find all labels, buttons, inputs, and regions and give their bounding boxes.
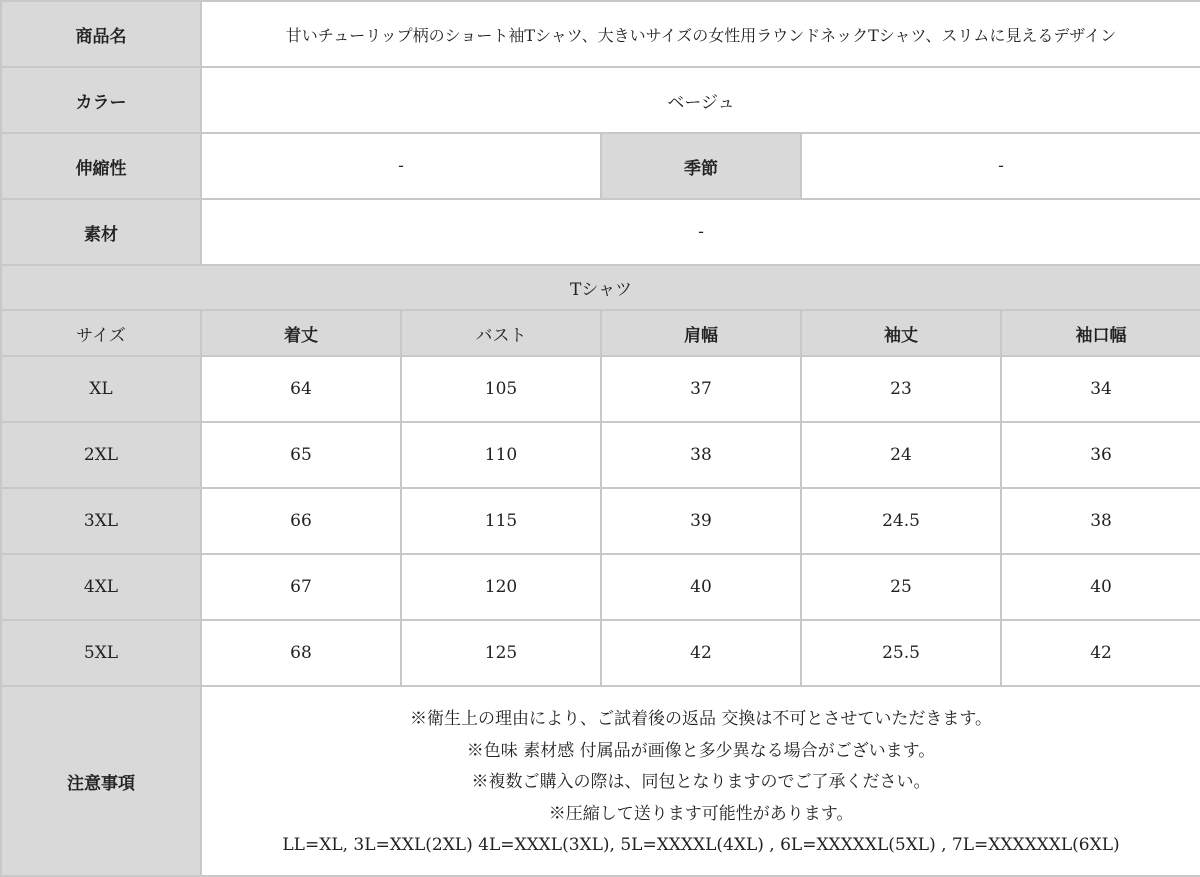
bust-cell: 105 [401, 356, 601, 422]
stretch-value: - [201, 133, 601, 199]
sleeve-length-cell: 24 [801, 422, 1001, 488]
table-row [1, 554, 1200, 620]
cuff-width-cell: 40 [1001, 554, 1200, 620]
size-cell: XL [1, 356, 201, 422]
notes-label: 注意事項 [1, 686, 201, 876]
sleeve-length-cell: 24.5 [801, 488, 1001, 554]
bust-cell: 115 [401, 488, 601, 554]
size-header-length: 着丈 [201, 310, 401, 356]
bust-cell: 110 [401, 422, 601, 488]
sleeve-length-cell: 25.5 [801, 620, 1001, 686]
size-header-bust: バスト [401, 310, 601, 356]
shoulder-cell: 37 [601, 356, 801, 422]
product-name-label: 商品名 [1, 1, 201, 67]
bust-cell: 120 [401, 554, 601, 620]
season-label: 季節 [601, 133, 801, 199]
table-row [1, 422, 1200, 488]
size-header-cuff-width: 袖口幅 [1001, 310, 1200, 356]
season-value: - [801, 133, 1200, 199]
notes-content [201, 686, 1200, 876]
note-line: ※複数ご購入の際は、同包となりますのでご了承ください。 [471, 772, 931, 793]
bust-cell: 125 [401, 620, 601, 686]
size-header-sleeve-length: 袖丈 [801, 310, 1001, 356]
size-conversion-note: LL=XL, 3L=XXL(2XL) 4L=XXXL(3XL), 5L=XXXXL(4XL) , 6L=XXXXXL(5XL) , 7L=XXXXXXL(6XL) [282, 835, 1120, 856]
size-header-shoulder: 肩幅 [601, 310, 801, 356]
length-cell: 66 [201, 488, 401, 554]
cuff-width-cell: 34 [1001, 356, 1200, 422]
shoulder-cell: 42 [601, 620, 801, 686]
color-label: カラー [1, 67, 201, 133]
shoulder-cell: 39 [601, 488, 801, 554]
size-cell: 3XL [1, 488, 201, 554]
size-cell: 4XL [1, 554, 201, 620]
cuff-width-cell: 38 [1001, 488, 1200, 554]
length-cell: 68 [201, 620, 401, 686]
product-name-value: 甘いチューリップ柄のショート袖Tシャツ、大きいサイズの女性用ラウンドネックTシャツ、スリムに見えるデザイン [201, 1, 1200, 67]
cuff-width-cell: 36 [1001, 422, 1200, 488]
note-line: ※衛生上の理由により、ご試着後の返品 交換は不可とさせていただきます。 [410, 709, 993, 730]
sleeve-length-cell: 23 [801, 356, 1001, 422]
size-cell: 2XL [1, 422, 201, 488]
length-cell: 65 [201, 422, 401, 488]
length-cell: 64 [201, 356, 401, 422]
sleeve-length-cell: 25 [801, 554, 1001, 620]
table-row [1, 488, 1200, 554]
note-line: ※圧縮して送ります可能性があります。 [548, 803, 854, 824]
material-value: - [201, 199, 1200, 265]
stretch-label: 伸縮性 [1, 133, 201, 199]
color-value: ベージュ [201, 67, 1200, 133]
size-header-size: サイズ [1, 310, 201, 356]
shoulder-cell: 40 [601, 554, 801, 620]
size-section-title: Tシャツ [1, 265, 1200, 310]
material-label: 素材 [1, 199, 201, 265]
cuff-width-cell: 42 [1001, 620, 1200, 686]
note-line: ※色味 素材感 付属品が画像と多少異なる場合がございます。 [466, 740, 936, 761]
table-row [1, 356, 1200, 422]
size-cell: 5XL [1, 620, 201, 686]
shoulder-cell: 38 [601, 422, 801, 488]
length-cell: 67 [201, 554, 401, 620]
table-row [1, 620, 1200, 686]
